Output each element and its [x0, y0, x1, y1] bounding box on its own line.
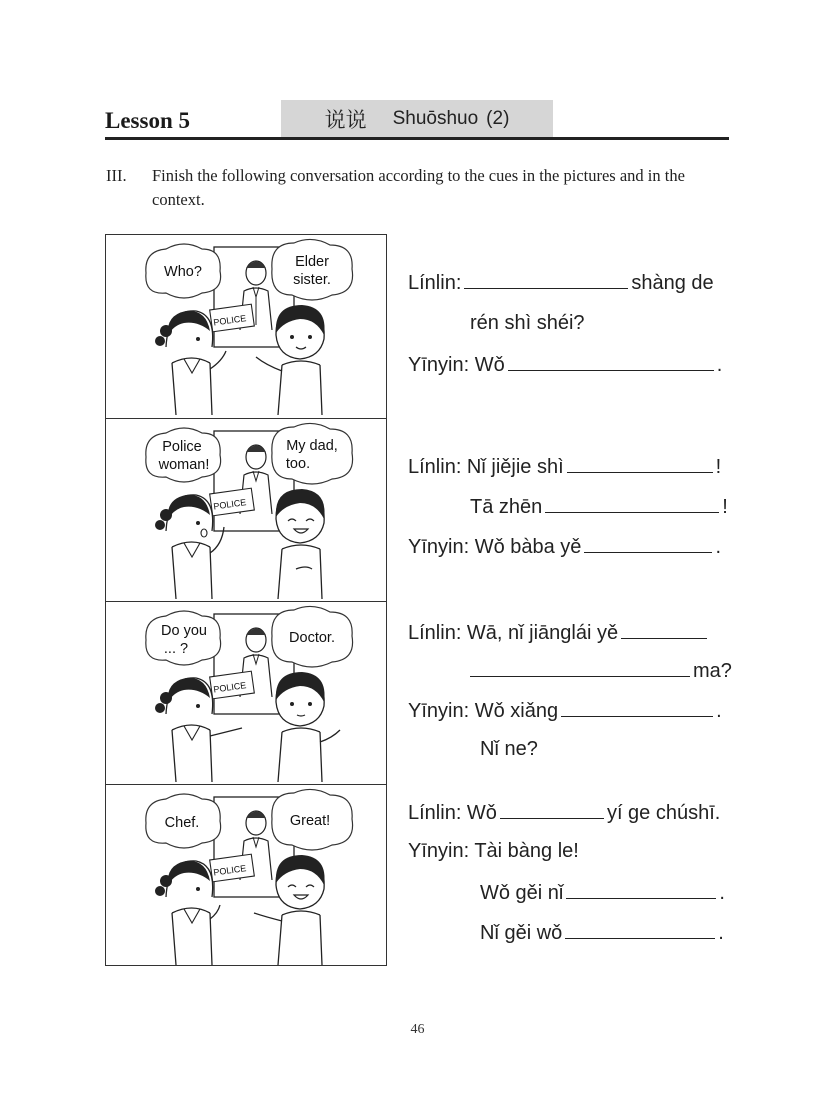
bubble-left-line-2: woman!: [158, 457, 210, 473]
comic-panel-1: [106, 235, 386, 418]
answer-blank[interactable]: [621, 620, 707, 639]
answer-blank[interactable]: [584, 534, 712, 553]
sign-text: POLICE: [212, 497, 247, 512]
dialogue-line: Yīnyin: Wǒ bàba yě .: [408, 536, 721, 558]
comic-panel-4: [106, 784, 386, 967]
bubble-left-line-2: ... ?: [163, 641, 189, 657]
answer-blank[interactable]: [508, 352, 714, 371]
comic-panel-2: [106, 418, 386, 601]
bubble-left-line-1: Chef.: [164, 815, 200, 831]
bubble-right-line-1: Elder: [295, 254, 329, 270]
comic-illustration: [106, 785, 386, 967]
dialogue-line: Yīnyin: Wǒ xiǎng .: [408, 700, 722, 722]
bubble-right-line-1: My dad,: [286, 438, 338, 454]
lesson-title: Lesson 5: [105, 108, 190, 133]
answer-blank[interactable]: [470, 658, 690, 677]
answer-blank[interactable]: [500, 800, 604, 819]
section-tab: [281, 100, 553, 137]
comic-panels: [105, 234, 387, 966]
dialogue-line: Nǐ ne?: [480, 738, 538, 760]
sign-text: POLICE: [212, 313, 247, 328]
exercise-number: III.: [106, 166, 127, 185]
bubble-right-line-2: sister.: [293, 272, 331, 288]
answer-blank[interactable]: [561, 698, 713, 717]
sign-text: POLICE: [212, 680, 247, 695]
answer-blank[interactable]: [567, 454, 713, 473]
sign-text: POLICE: [212, 863, 247, 878]
dialogue-line: Línlin: Nǐ jiějie shì !: [408, 456, 722, 478]
dialogue-line: Yīnyin: Tài bàng le!: [408, 840, 579, 862]
comic-illustration: [106, 419, 386, 601]
bubble-left-line-1: Who?: [164, 264, 202, 280]
dialogue-line: Línlin: shàng de: [408, 272, 714, 294]
bubble-right-line-1: Doctor.: [289, 630, 335, 646]
dialogue-line: Wǒ gěi nǐ .: [480, 882, 725, 904]
dialogue-line: Tā zhēn !: [470, 496, 728, 518]
comic-illustration: [106, 602, 386, 784]
answer-blank[interactable]: [566, 880, 716, 899]
bubble-right-line-1: Great!: [289, 813, 331, 829]
page-number: 46: [410, 1022, 425, 1037]
answer-blank[interactable]: [545, 494, 719, 513]
dialogue-line: Línlin: Wā, nǐ jiānglái yě: [408, 620, 710, 645]
dialogue-line: ma?: [470, 658, 732, 683]
dialogue-line: rén shì shéi?: [470, 312, 585, 334]
section-number: (2): [486, 107, 510, 129]
answer-blank[interactable]: [565, 920, 715, 939]
comic-panel-3: [106, 601, 386, 784]
comic-illustration: [106, 235, 386, 417]
bubble-left-line-1: Do you: [161, 623, 207, 639]
bubble-left-line-1: Police: [162, 439, 202, 455]
speech-bubble-left: [146, 428, 221, 482]
lesson-header: [105, 100, 729, 140]
dialogue-line: Nǐ gěi wǒ .: [480, 922, 724, 944]
section-title-pinyin: Shuōshuo (2): [392, 107, 510, 129]
bubble-right-line-2: too.: [285, 456, 311, 472]
section-title-hanzi: 说说: [324, 107, 367, 132]
header-rule: [105, 137, 729, 140]
instruction-text: Finish the following conversation according to the cues in the pictures and in the context.: [152, 166, 685, 209]
answer-blank[interactable]: [464, 270, 628, 289]
dialogue-line: Yīnyin: Wǒ .: [408, 354, 723, 376]
dialogue-line: Línlin: Wǒ yí ge chúshī.: [408, 802, 721, 824]
